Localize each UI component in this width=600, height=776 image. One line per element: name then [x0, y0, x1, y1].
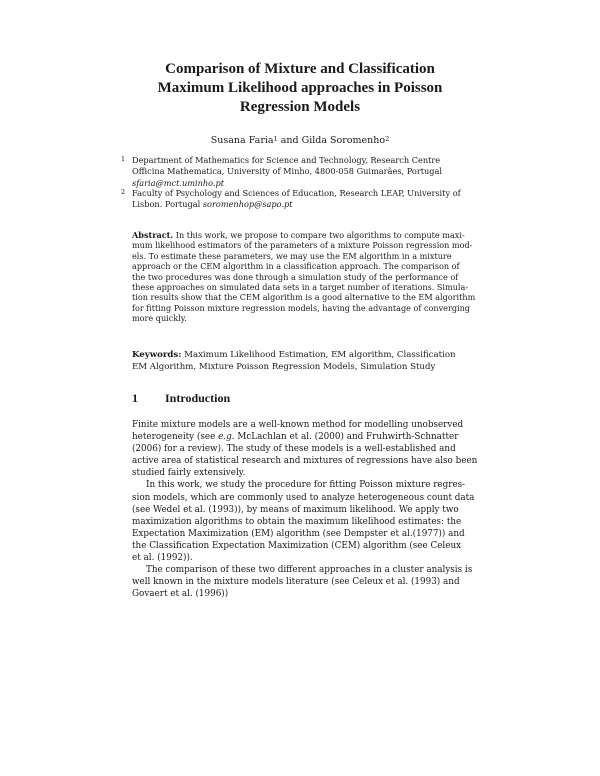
- abstract-line: approach or the CEM algorithm in a classification approach. The comparison of: [132, 261, 460, 272]
- abstract: [132, 230, 476, 324]
- abstract-line: In this work, we propose to compare two algorithms to compute maxi-: [173, 230, 465, 240]
- abstract-line: the two procedures was done through a simulation study of the performance of: [132, 271, 459, 282]
- body-line: (see Wedel et al. (1993)), by means of maximum likelihood. We apply two: [132, 504, 459, 515]
- affiliation-email[interactable]: soromenhop@sapo.pt: [202, 199, 293, 210]
- body-line: maximization algorithms to obtain the maximum likelihood estimates: the: [132, 516, 462, 527]
- body-line: The comparison of these two different approaches in a cluster analysis is: [146, 565, 473, 576]
- keywords-line: EM Algorithm, Mixture Poisson Regression Models, Simulation Study: [132, 362, 436, 372]
- affiliation-line: Lisbon. Portugal: [132, 199, 203, 210]
- body-line: sion models, which are commonly used to analyze heterogeneous count data: [132, 492, 475, 503]
- abstract-line: more quickly.: [132, 313, 187, 324]
- author-list: [100, 135, 500, 147]
- author-superscript: 1: [273, 135, 278, 143]
- keywords: [132, 349, 472, 373]
- body-line: Finite mixture models are a well-known method for modelling unobserved: [132, 420, 464, 430]
- body-line: heterogeneity (see: [132, 432, 219, 443]
- body-line: McLachlan et al. (2000) and Fruhwirth-Schnatter: [234, 432, 459, 443]
- author-name: Gilda Soromenho: [301, 135, 386, 146]
- section-heading: [132, 391, 230, 406]
- title-line: Regression Models: [239, 99, 361, 115]
- section-number: 1: [132, 391, 138, 405]
- title-line: Comparison of Mixture and Classification: [165, 61, 435, 77]
- abstract-line: tion results show that the CEM algorithm is a good alternative to the EM algorithm: [132, 292, 476, 303]
- body-line: Govaert et al. (1996)): [132, 589, 229, 600]
- body-line: (2006) for a review). The study of these models is a well-established and: [132, 444, 456, 455]
- body-line: studied fairly extensively.: [132, 468, 246, 479]
- affiliation-line: Department of Mathematics for Science and Technology, Research Centre: [132, 155, 441, 165]
- affiliation: [121, 155, 472, 189]
- abstract-line: these approaches on simulated data sets in a target number of iterations. Simula-: [132, 282, 469, 293]
- abstract-line: els. To estimate these parameters, we may use the EM algorithm in a mixture: [132, 250, 452, 261]
- abstract-line: for fitting Poisson mixture regression models, having the advantage of converging: [132, 302, 470, 313]
- title-line: Maximum Likelihood approaches in Poisson: [157, 80, 443, 96]
- affiliation-email[interactable]: sfaria@mct.uminho.pt: [132, 177, 225, 188]
- body-line: well known in the mixture models literature (see Celeux et al. (1993) and: [132, 577, 460, 588]
- body-line: et al. (1992)).: [132, 553, 193, 564]
- affiliation: [121, 188, 472, 211]
- author-name: Susana Faria: [210, 135, 274, 146]
- affiliation-number: 1: [121, 155, 126, 163]
- affiliation-number: 2: [121, 188, 126, 196]
- abstract-label: Abstract.: [132, 230, 174, 240]
- body-line: Expectation Maximization (EM) algorithm (see Dempster et al.(1977)) and: [132, 528, 465, 539]
- abstract-line: mum likelihood estimators of the parameters of a mixture Poisson regression mod-: [132, 240, 473, 251]
- keywords-line: Maximum Likelihood Estimation, EM algorithm, Classification: [181, 350, 456, 360]
- body-text: [132, 419, 478, 600]
- author-superscript: 2: [385, 135, 390, 143]
- keywords-label: Keywords:: [132, 350, 182, 360]
- paper-title: [100, 60, 500, 117]
- affiliation-line: Faculty of Psychology and Sciences of Education, Research LEAP, University of: [132, 188, 461, 198]
- author-connector: and: [277, 135, 302, 146]
- body-line: active area of statistical research and mixtures of regressions have also been: [132, 456, 478, 467]
- body-line: the Classification Expectation Maximization (CEM) algorithm (see Celeux: [132, 540, 462, 551]
- affiliation-line: Officina Mathematica, University of Minho, 4800-058 Guimarães, Portugal: [132, 166, 443, 177]
- body-emphasis: e.g.: [218, 432, 235, 443]
- body-line: In this work, we study the procedure for fitting Poisson mixture regres-: [146, 480, 466, 491]
- section-title: Introduction: [165, 391, 231, 405]
